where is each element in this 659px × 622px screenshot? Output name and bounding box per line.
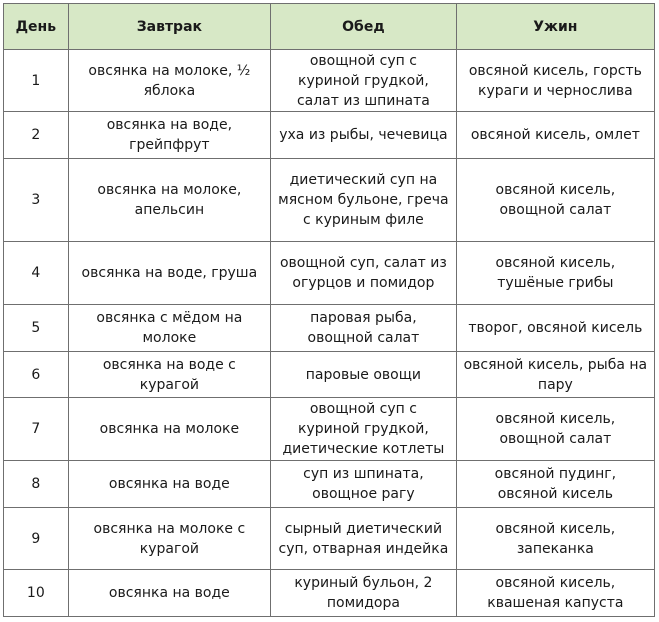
breakfast-cell: овсянка на молоке, ½ яблока (68, 50, 270, 112)
dinner-cell: творог, овсяной кисель (456, 305, 654, 352)
dinner-cell: овсяной кисель, овощной салат (456, 398, 654, 461)
table-row (4, 159, 655, 242)
day-cell: 2 (4, 112, 69, 159)
diet-table (3, 3, 655, 617)
day-cell: 5 (4, 305, 69, 352)
table-row (4, 305, 655, 352)
dinner-cell: овсяной кисель, запеканка (456, 508, 654, 570)
day-cell: 6 (4, 352, 69, 398)
dinner-cell: овсяной пудинг, овсяной кисель (456, 461, 654, 508)
lunch-cell: паровые овощи (271, 352, 457, 398)
lunch-cell: уха из рыбы, чечевица (271, 112, 457, 159)
breakfast-cell: овсянка на молоке, апельсин (68, 159, 270, 242)
lunch-cell: паровая рыба, овощной салат (271, 305, 457, 352)
breakfast-cell: овсянка с мёдом на молоке (68, 305, 270, 352)
header-lunch: Обед (271, 4, 457, 50)
day-cell: 1 (4, 50, 69, 112)
lunch-cell: овощной суп с куриной грудкой, салат из шпината (271, 50, 457, 112)
day-cell: 9 (4, 508, 69, 570)
breakfast-cell: овсянка на молоке (68, 398, 270, 461)
day-cell: 8 (4, 461, 69, 508)
day-cell: 4 (4, 242, 69, 305)
dinner-cell: овсяной кисель, горсть кураги и чернослива (456, 50, 654, 112)
breakfast-cell: овсянка на воде (68, 461, 270, 508)
table-row (4, 112, 655, 159)
header-row (4, 4, 655, 50)
lunch-cell: сырный диетический суп, отварная индейка (271, 508, 457, 570)
dinner-cell: овсяной кисель, рыба на пару (456, 352, 654, 398)
dinner-cell: овсяной кисель, омлет (456, 112, 654, 159)
breakfast-cell: овсянка на воде (68, 570, 270, 617)
dinner-cell: овсяной кисель, овощной салат (456, 159, 654, 242)
lunch-cell: суп из шпината, овощное рагу (271, 461, 457, 508)
breakfast-cell: овсянка на молоке с курагой (68, 508, 270, 570)
dinner-cell: овсяной кисель, квашеная капуста (456, 570, 654, 617)
breakfast-cell: овсянка на воде с курагой (68, 352, 270, 398)
lunch-cell: диетический суп на мясном бульоне, греча с куриным филе (271, 159, 457, 242)
breakfast-cell: овсянка на воде, грейпфрут (68, 112, 270, 159)
day-cell: 7 (4, 398, 69, 461)
lunch-cell: овощной суп, салат из огурцов и помидор (271, 242, 457, 305)
header-breakfast: Завтрак (68, 4, 270, 50)
day-cell: 10 (4, 570, 69, 617)
day-cell: 3 (4, 159, 69, 242)
table-row (4, 352, 655, 398)
dinner-cell: овсяной кисель, тушёные грибы (456, 242, 654, 305)
table-row (4, 398, 655, 461)
table-row (4, 508, 655, 570)
header-dinner: Ужин (456, 4, 654, 50)
table-row (4, 50, 655, 112)
table-row (4, 242, 655, 305)
lunch-cell: куриный бульон, 2 помидора (271, 570, 457, 617)
breakfast-cell: овсянка на воде, груша (68, 242, 270, 305)
lunch-cell: овощной суп с куриной грудкой, диетические котлеты (271, 398, 457, 461)
table-row (4, 570, 655, 617)
table-row (4, 461, 655, 508)
header-day: День (4, 4, 69, 50)
